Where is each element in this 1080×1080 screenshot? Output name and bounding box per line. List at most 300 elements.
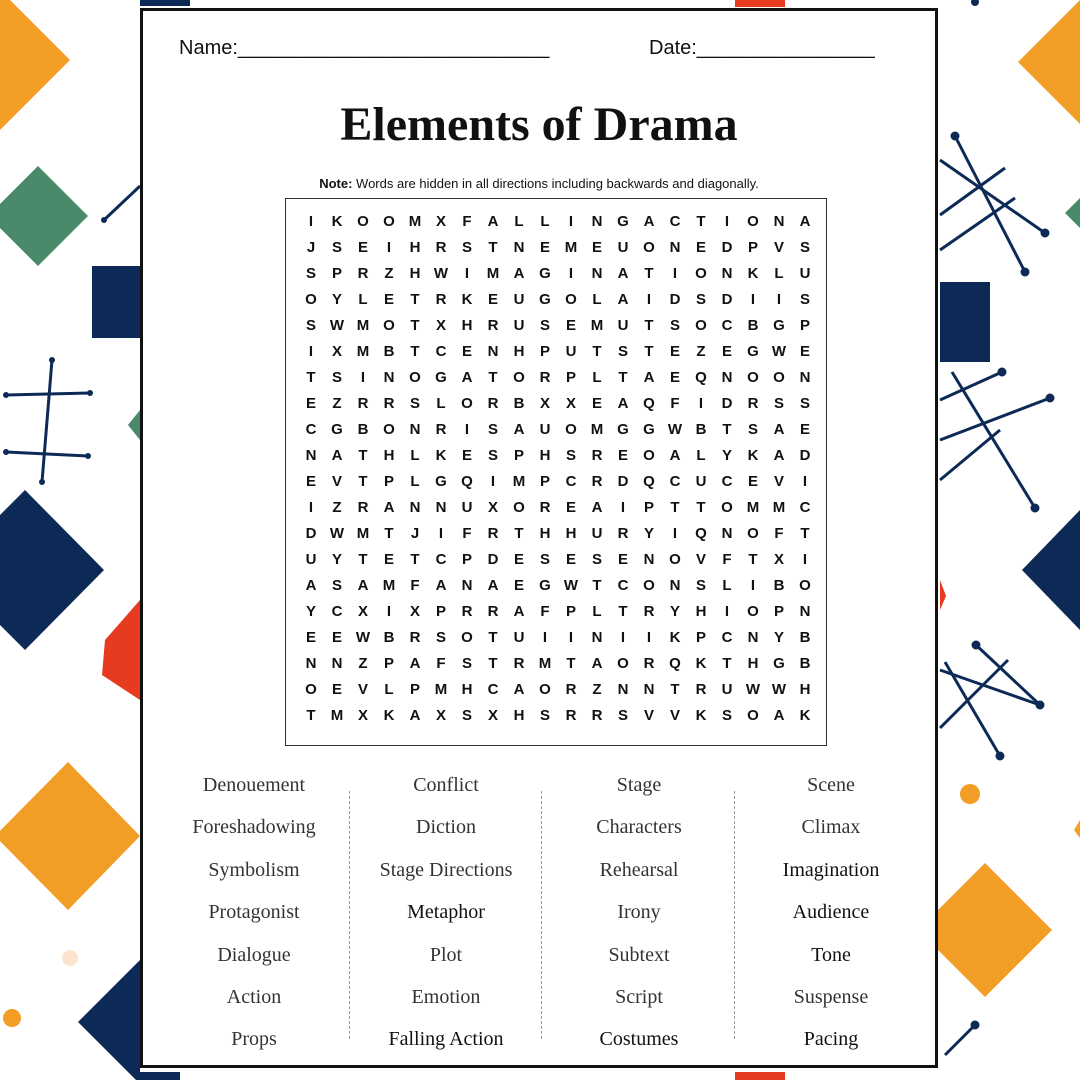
grid-cell: L [410, 447, 420, 464]
grid-cell: X [487, 707, 498, 724]
grid-cell: L [774, 265, 784, 282]
grid-cell: B [799, 629, 811, 646]
grid-cell: X [435, 707, 446, 724]
grid-cell: L [592, 291, 602, 308]
grid-cell: N [721, 265, 733, 282]
grid-cell: U [461, 499, 473, 516]
grid-cell: T [410, 291, 420, 308]
grid-cell: U [513, 629, 525, 646]
grid-cell: H [513, 343, 525, 360]
grid-cell: R [565, 707, 577, 724]
grid-row [298, 287, 818, 313]
grid-cell: B [383, 343, 395, 360]
grid-cell: I [750, 291, 756, 308]
grid-cell: T [592, 343, 602, 360]
grid-cell: C [669, 213, 681, 230]
note-label: Note: [319, 176, 353, 191]
grid-cell: J [306, 239, 316, 256]
grid-cell: U [617, 239, 629, 256]
column-divider [734, 791, 735, 1039]
grid-cell: E [669, 369, 680, 386]
grid-cell: V [643, 707, 654, 724]
word-list-item: Costumes [599, 1028, 679, 1051]
grid-cell: M [564, 239, 578, 256]
grid-cell: H [539, 447, 551, 464]
grid-cell: O [669, 551, 681, 568]
grid-cell: T [592, 577, 602, 594]
grid-cell: G [617, 421, 629, 438]
grid-row [298, 573, 818, 599]
line-icon [42, 360, 52, 482]
grid-cell: I [308, 213, 314, 230]
grid-cell: I [308, 343, 314, 360]
grid-cell: E [305, 629, 316, 646]
grid-cell: T [748, 551, 758, 568]
grid-cell: S [461, 239, 472, 256]
grid-row [298, 469, 818, 495]
grid-cell: M [772, 499, 786, 516]
grid-cell: H [747, 655, 759, 672]
grid-cell: E [331, 629, 342, 646]
word-list-item: Dialogue [217, 943, 291, 966]
grid-cell: E [617, 551, 628, 568]
grid-cell: R [383, 395, 395, 412]
grid-cell: X [487, 499, 498, 516]
grid-cell: X [539, 395, 550, 412]
grid-cell: P [383, 473, 394, 490]
grid-cell: U [513, 291, 525, 308]
grid-cell: W [771, 681, 787, 698]
grid-cell: D [669, 291, 681, 308]
grid-cell: N [669, 239, 681, 256]
grid-cell: A [669, 447, 681, 464]
grid-cell: R [591, 447, 603, 464]
grid-cell: G [331, 421, 343, 438]
grid-cell: E [383, 551, 394, 568]
grid-cell: D [487, 551, 499, 568]
grid-cell: A [331, 447, 343, 464]
grid-cell: O [383, 317, 395, 334]
grid-cell: V [695, 551, 706, 568]
grid-row [298, 209, 818, 235]
grid-cell: T [696, 499, 706, 516]
grid-cell: T [722, 655, 732, 672]
grid-cell: H [461, 681, 473, 698]
grid-cell: W [667, 421, 683, 438]
grid-cell: Y [669, 603, 680, 620]
grid-row [298, 651, 818, 677]
grid-cell: X [565, 395, 576, 412]
navy-square-shape [92, 266, 142, 338]
grid-cell: I [698, 395, 704, 412]
grid-cell: V [773, 239, 784, 256]
grid-cell: T [488, 369, 498, 386]
grid-cell: T [670, 499, 680, 516]
orange-diamond-shape [918, 863, 1052, 997]
grid-cell: A [513, 421, 525, 438]
grid-cell: S [487, 447, 498, 464]
grid-cell: S [799, 291, 810, 308]
grid-cell: C [617, 577, 629, 594]
grid-cell: S [331, 369, 342, 386]
word-list-item: Subtext [608, 943, 670, 966]
grid-cell: P [435, 603, 446, 620]
grid-cell: K [669, 629, 681, 646]
grid-row [298, 443, 818, 469]
grid-cell: A [435, 577, 447, 594]
grid-cell: O [565, 291, 577, 308]
grid-cell: T [384, 525, 394, 542]
word-list-item: Props [231, 1028, 277, 1051]
grid-cell: T [566, 655, 576, 672]
grid-cell: S [539, 317, 550, 334]
word-list-column [159, 769, 349, 1066]
orange-diamond-shape [0, 762, 140, 910]
word-list-item: Action [226, 985, 282, 1008]
grid-cell: S [617, 343, 628, 360]
grid-cell: O [539, 681, 551, 698]
grid-cell: R [487, 317, 499, 334]
grid-cell: W [771, 343, 787, 360]
word-list-column [736, 769, 926, 1066]
grid-cell: E [461, 343, 472, 360]
grid-cell: S [461, 707, 472, 724]
navy-diamond-shape [0, 490, 104, 650]
grid-cell: O [695, 265, 707, 282]
grid-cell: N [383, 369, 395, 386]
grid-cell: C [435, 551, 447, 568]
grid-cell: Y [643, 525, 654, 542]
grid-cell: N [773, 213, 785, 230]
grid-cell: K [747, 265, 759, 282]
grid-cell: C [331, 603, 343, 620]
grid-cell: E [487, 291, 498, 308]
grid-cell: L [592, 369, 602, 386]
grid-cell: W [329, 525, 345, 542]
column-divider [541, 791, 542, 1039]
grid-cell: G [617, 213, 629, 230]
grid-cell: R [643, 603, 655, 620]
grid-cell: B [799, 655, 811, 672]
grid-cell: T [410, 317, 420, 334]
grid-cell: U [799, 265, 811, 282]
grid-cell: S [721, 707, 732, 724]
grid-cell: N [669, 577, 681, 594]
grid-cell: O [383, 421, 395, 438]
grid-cell: V [773, 473, 784, 490]
grid-cell: V [669, 707, 680, 724]
grid-cell: M [434, 681, 448, 698]
grid-cell: P [409, 681, 420, 698]
word-list-item: Script [615, 985, 663, 1008]
grid-cell: O [747, 213, 759, 230]
grid-cell: T [358, 473, 368, 490]
grid-cell: G [539, 265, 551, 282]
grid-cell: X [435, 213, 446, 230]
grid-cell: O [305, 291, 317, 308]
grid-cell: P [461, 551, 472, 568]
grid-row [298, 495, 818, 521]
grid-cell: H [409, 239, 421, 256]
grid-cell: A [773, 421, 785, 438]
grid-cell: I [464, 421, 470, 438]
grid-cell: F [722, 551, 732, 568]
grid-cell: K [799, 707, 811, 724]
grid-cell: O [617, 655, 629, 672]
grid-cell: A [591, 499, 603, 516]
date-field-label: Date:________________ [649, 37, 875, 59]
grid-row [298, 625, 818, 651]
grid-cell: S [773, 395, 784, 412]
word-list-item: Climax [801, 816, 861, 839]
grid-cell: T [410, 551, 420, 568]
grid-cell: N [721, 525, 733, 542]
grid-cell: E [695, 239, 706, 256]
grid-cell: T [488, 239, 498, 256]
grid-cell: P [539, 473, 550, 490]
grid-cell: O [643, 239, 655, 256]
grid-cell: O [747, 525, 759, 542]
grid-cell: V [357, 681, 368, 698]
grid-cell: K [383, 707, 395, 724]
grid-cell: M [590, 317, 604, 334]
grid-row [298, 521, 818, 547]
word-list-item: Diction [416, 816, 476, 839]
grid-cell: E [331, 681, 342, 698]
grid-cell: A [409, 707, 421, 724]
grid-cell: N [799, 369, 811, 386]
grid-cell: Z [592, 681, 602, 698]
grid-cell: Z [696, 343, 706, 360]
grid-cell: H [565, 525, 577, 542]
word-list-item: Suspense [793, 985, 869, 1008]
column-divider [349, 791, 350, 1039]
grid-cell: I [568, 213, 574, 230]
grid-cell: A [643, 369, 655, 386]
grid-cell: T [618, 603, 628, 620]
grid-row [298, 547, 818, 573]
grid-cell: E [565, 551, 576, 568]
grid-cell: G [643, 421, 655, 438]
grid-cell: Z [358, 655, 368, 672]
grid-cell: H [695, 603, 707, 620]
grid-cell: O [383, 213, 395, 230]
grid-cell: I [724, 213, 730, 230]
grid-cell: S [617, 707, 628, 724]
grid-cell: C [565, 473, 577, 490]
grid-cell: B [773, 577, 785, 594]
grid-cell: S [461, 655, 472, 672]
grid-cell: S [305, 265, 316, 282]
grid-cell: C [721, 317, 733, 334]
grid-cell: N [305, 447, 317, 464]
grid-cell: A [617, 395, 629, 412]
word-list-item: Tone [811, 943, 851, 966]
grid-cell: N [487, 343, 499, 360]
grid-cell: S [591, 551, 602, 568]
grid-cell: A [305, 577, 317, 594]
grid-cell: R [591, 707, 603, 724]
grid-cell: S [435, 629, 446, 646]
grid-cell: Z [332, 395, 342, 412]
grid-cell: O [773, 369, 785, 386]
grid-cell: X [357, 603, 368, 620]
grid-cell: B [357, 421, 369, 438]
grid-cell: E [747, 473, 758, 490]
grid-cell: U [539, 421, 551, 438]
grid-cell: D [305, 525, 317, 542]
grid-cell: Q [695, 525, 707, 542]
grid-cell: O [721, 499, 733, 516]
grid-row [298, 391, 818, 417]
grid-cell: U [513, 317, 525, 334]
grid-cell: N [409, 499, 421, 516]
word-list-item: Audience [792, 901, 870, 924]
grid-cell: F [410, 577, 420, 594]
worksheet-page [140, 8, 938, 1068]
grid-cell: O [305, 681, 317, 698]
grid-cell: E [799, 421, 810, 438]
grid-cell: N [643, 681, 655, 698]
grid-cell: S [695, 577, 706, 594]
grid-cell: G [435, 473, 447, 490]
grid-cell: A [513, 603, 525, 620]
grid-cell: E [383, 291, 394, 308]
grid-cell: A [357, 577, 369, 594]
grid-cell: T [644, 265, 654, 282]
grid-cell: L [696, 447, 706, 464]
word-list-item: Symbolism [208, 858, 300, 881]
grid-cell: A [461, 369, 473, 386]
grid-cell: A [591, 655, 603, 672]
grid-cell: B [383, 629, 395, 646]
word-list-item: Emotion [411, 985, 481, 1008]
grid-cell: A [513, 681, 525, 698]
word-list-item: Irony [617, 901, 661, 924]
grid-cell: P [565, 369, 576, 386]
grid-cell: N [747, 629, 759, 646]
green-diamond-shape [0, 166, 88, 266]
grid-cell: O [461, 629, 473, 646]
grid-cell: I [308, 499, 314, 516]
grid-cell: G [435, 369, 447, 386]
word-list-item: Scene [807, 774, 855, 796]
grid-cell: E [539, 239, 550, 256]
grid-cell: F [462, 525, 472, 542]
grid-cell: I [438, 525, 444, 542]
grid-cell: A [643, 213, 655, 230]
grid-cell: N [617, 681, 629, 698]
grid-cell: N [435, 499, 447, 516]
grid-cell: K [695, 655, 707, 672]
grid-cell: Q [643, 395, 655, 412]
grid-cell: P [383, 655, 394, 672]
grid-cell: C [669, 473, 681, 490]
grid-cell: C [799, 499, 811, 516]
grid-cell: M [746, 499, 760, 516]
grid-cell: S [799, 239, 810, 256]
grid-cell: O [513, 499, 525, 516]
grid-cell: P [747, 239, 758, 256]
grid-cell: L [384, 681, 394, 698]
grid-cell: T [410, 343, 420, 360]
grid-cell: R [487, 525, 499, 542]
word-list-item: Rehearsal [599, 858, 679, 881]
grid-cell: R [461, 603, 473, 620]
grid-cell: Y [305, 603, 316, 620]
grid-cell: X [409, 603, 420, 620]
grid-cell: I [386, 603, 392, 620]
red-shape [102, 600, 140, 700]
grid-cell: L [358, 291, 368, 308]
grid-cell: W [355, 629, 371, 646]
grid-cell: R [539, 369, 551, 386]
grid-row [298, 313, 818, 339]
grid-cell: I [464, 265, 470, 282]
grid-cell: E [565, 499, 576, 516]
grid-cell: O [357, 213, 369, 230]
grid-cell: C [435, 343, 447, 360]
grid-cell: Q [669, 655, 681, 672]
grid-row [298, 677, 818, 703]
grid-cell: R [409, 629, 421, 646]
grid-cell: L [540, 213, 550, 230]
grid-cell: R [487, 603, 499, 620]
grid-cell: M [590, 421, 604, 438]
grid-cell: N [799, 603, 811, 620]
grid-cell: C [487, 681, 499, 698]
grid-cell: E [591, 239, 602, 256]
grid-cell: P [643, 499, 654, 516]
grid-cell: M [356, 317, 370, 334]
grid-cell: I [360, 369, 366, 386]
grid-cell: I [568, 629, 574, 646]
grid-cell: D [721, 239, 733, 256]
grid-cell: U [617, 317, 629, 334]
grid-cell: K [747, 447, 759, 464]
grid-cell: M [356, 525, 370, 542]
grid-cell: A [773, 447, 785, 464]
grid-row [298, 417, 818, 443]
grid-cell: T [696, 213, 706, 230]
grid-cell: B [695, 421, 707, 438]
grid-cell: N [461, 577, 473, 594]
grid-cell: S [487, 421, 498, 438]
word-list-column [544, 769, 734, 1066]
grid-cell: S [539, 551, 550, 568]
grid-cell: H [539, 525, 551, 542]
grid-cell: X [331, 343, 342, 360]
grid-cell: L [436, 395, 446, 412]
grid-cell: Q [695, 369, 707, 386]
grid-cell: E [799, 343, 810, 360]
grid-cell: X [357, 707, 368, 724]
grid-cell: I [620, 629, 626, 646]
grid-cell: I [386, 239, 392, 256]
grid-cell: R [591, 473, 603, 490]
word-list-item: Stage Directions [379, 858, 513, 881]
grid-cell: R [747, 395, 759, 412]
grid-cell: W [329, 317, 345, 334]
grid-cell: S [331, 239, 342, 256]
grid-cell: I [620, 499, 626, 516]
word-list-item: Stage [616, 774, 662, 796]
grid-cell: S [331, 577, 342, 594]
grid-cell: T [488, 629, 498, 646]
grid-cell: B [513, 395, 525, 412]
grid-row [298, 235, 818, 261]
grid-cell: G [747, 343, 759, 360]
